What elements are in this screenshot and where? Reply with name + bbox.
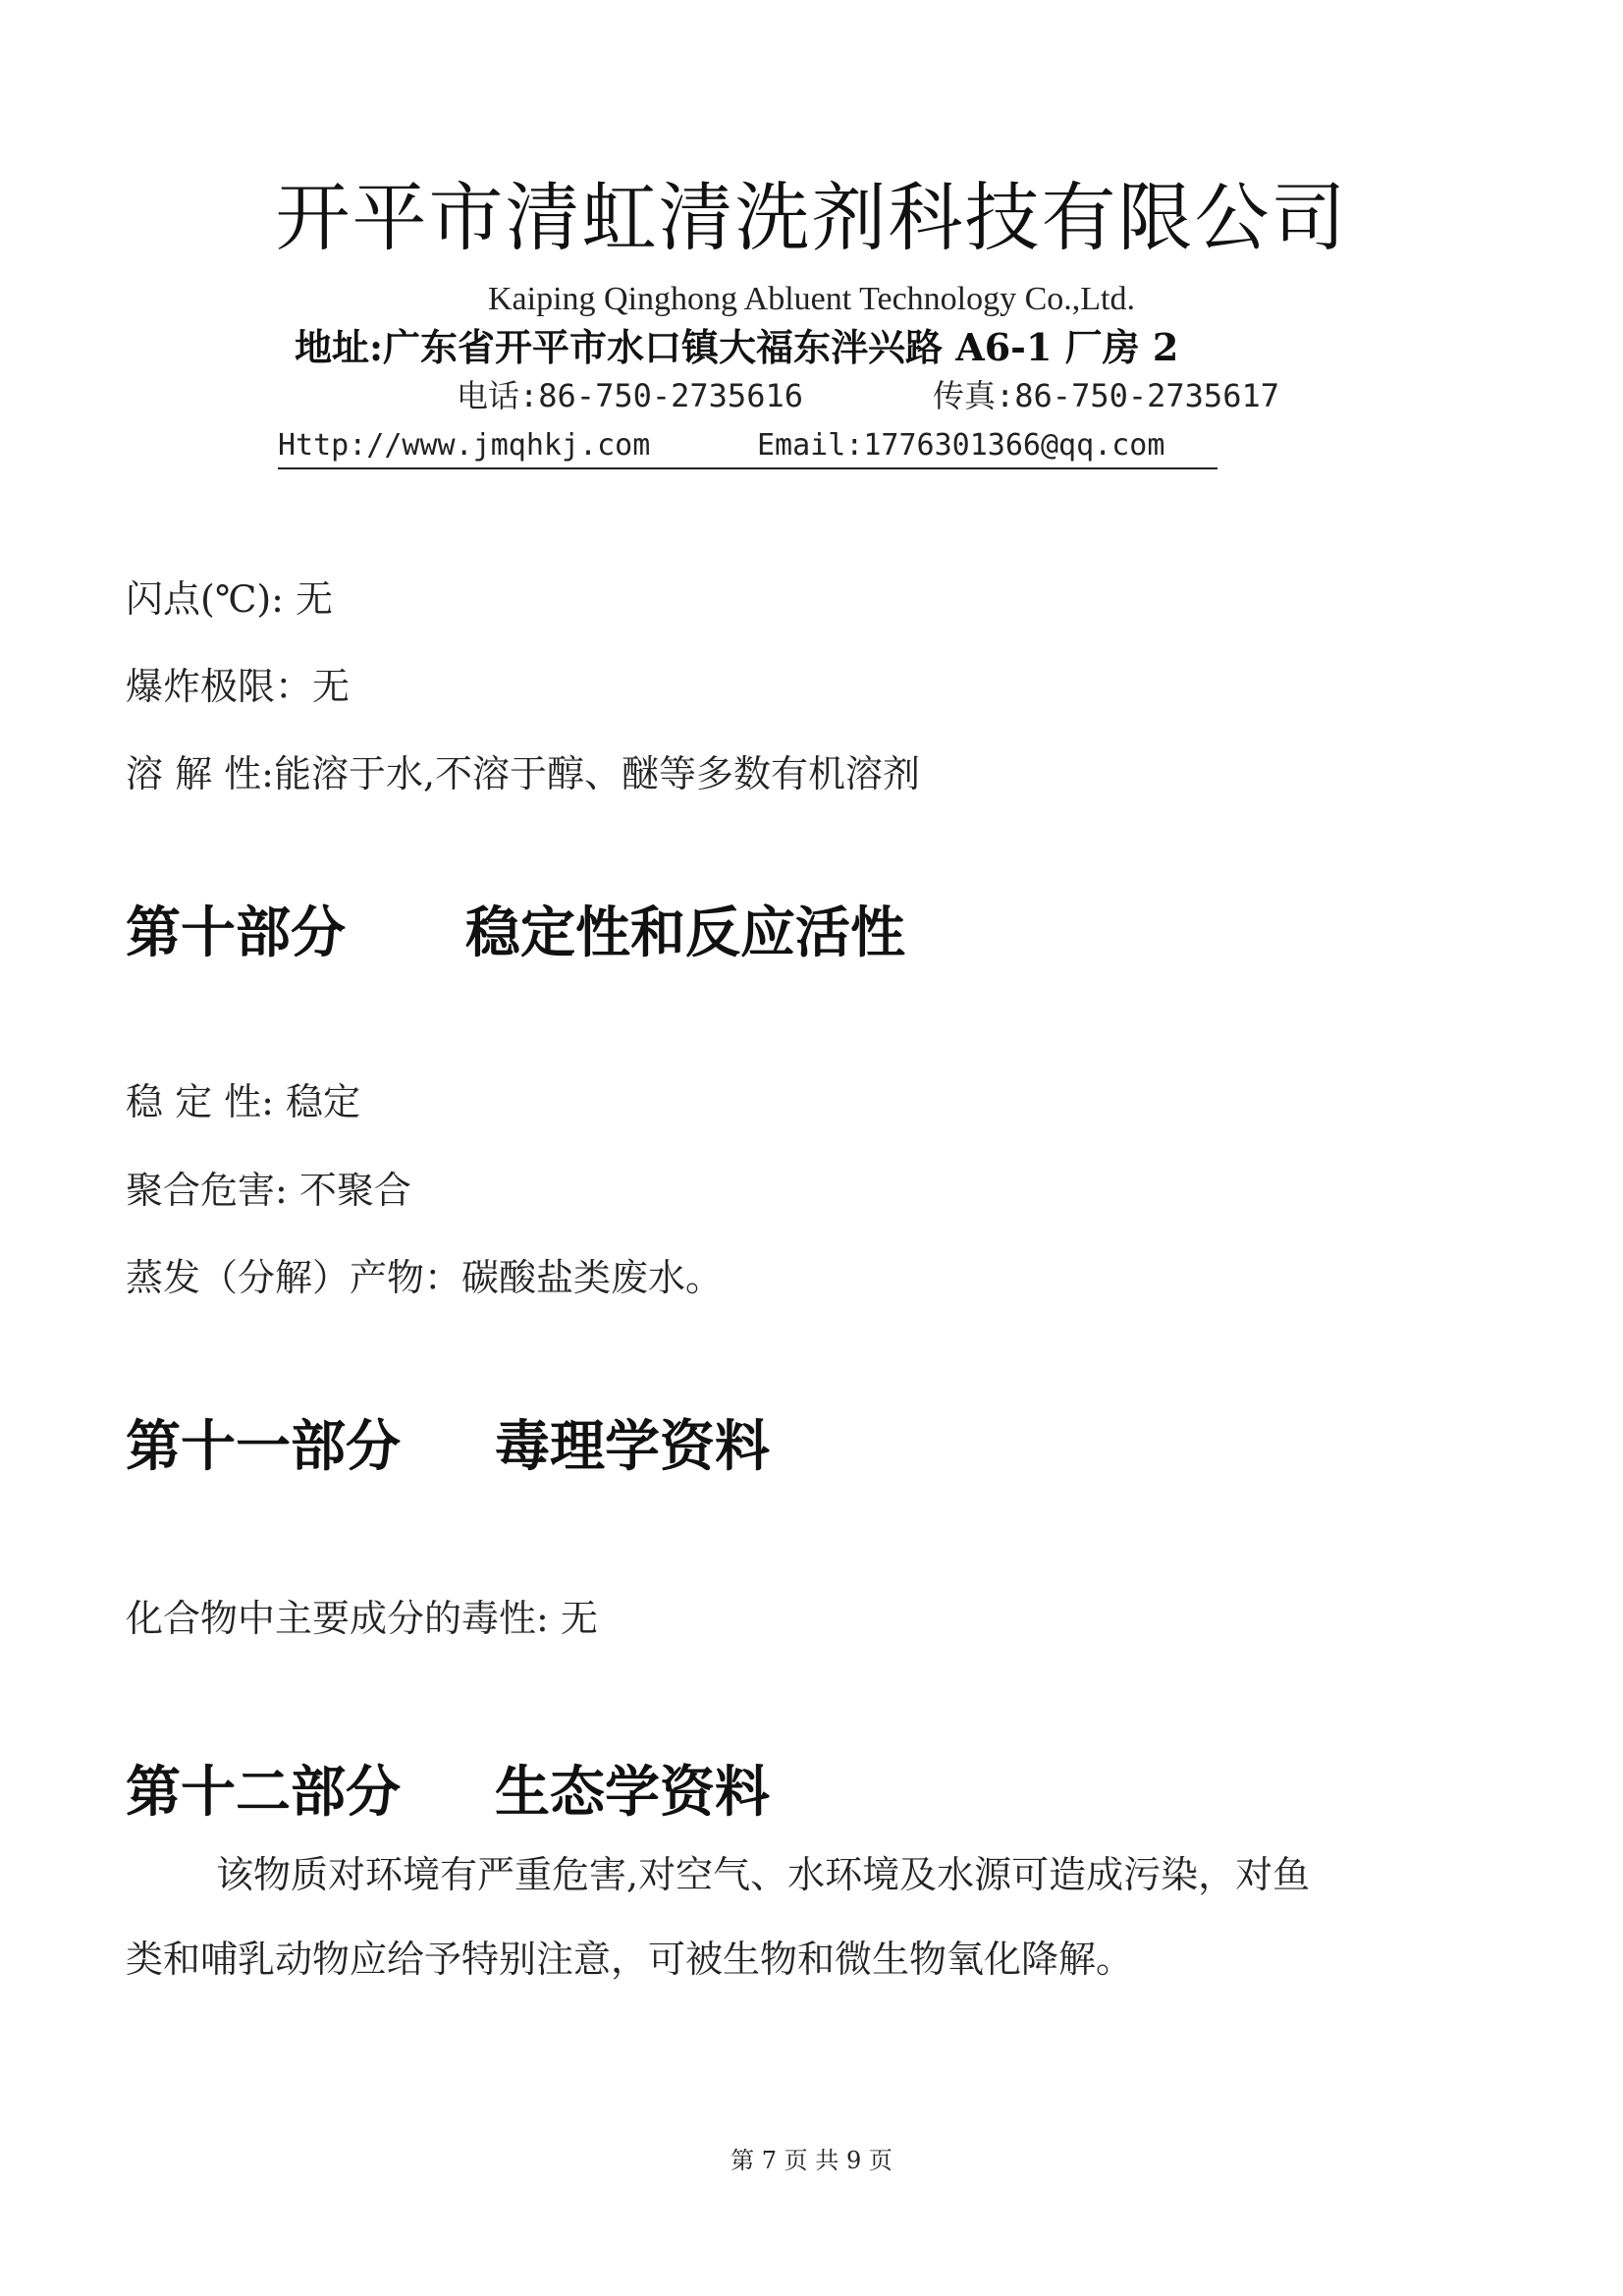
- section-10-number: 第十部分: [126, 902, 346, 965]
- section-11-heading: [126, 1412, 770, 1483]
- page-footer: 第 7 页 共 9 页: [730, 2147, 893, 2174]
- company-name-english: Kaiping Qinghong Abluent Technology Co.,Ltd.: [488, 281, 1135, 317]
- ecology-paragraph-line-1: 该物质对环境有严重危害,对空气、水环境及水源可造成污染，对鱼: [216, 1853, 1311, 1896]
- flash-point: 闪点(℃): 无: [126, 577, 334, 621]
- stability: 稳 定 性: 稳定: [126, 1080, 361, 1123]
- website-link[interactable]: Http://www.jmqhkj.com: [278, 428, 651, 463]
- section-10-title: 稳定性和反应活性: [465, 902, 905, 965]
- section-11-title: 毒理学资料: [495, 1415, 770, 1479]
- company-name-chinese: 开平市清虹清洗剂科技有限公司: [275, 174, 1348, 261]
- web-email-row: [278, 424, 1217, 469]
- solubility: 溶 解 性:能溶于水,不溶于醇、醚等多数有机溶剂: [126, 752, 921, 795]
- fax: 传真:86-750-2735617: [933, 377, 1279, 414]
- ecology-paragraph-line-2: 类和哺乳动物应给予特别注意，可被生物和微生物氧化降解。: [126, 1938, 1134, 1981]
- ecology-paragraph: [126, 1832, 1500, 2001]
- explosion-limit: 爆炸极限：无: [126, 665, 351, 708]
- decomposition-products: 蒸发（分解）产物：碳酸盐类废水。: [126, 1256, 724, 1299]
- polymerization-hazard: 聚合危害: 不聚合: [126, 1169, 411, 1212]
- section-10-heading: [126, 899, 905, 969]
- section-11-number: 第十一部分: [126, 1415, 401, 1479]
- section-12-heading: [126, 1758, 770, 1829]
- company-address: 地址:广东省开平市水口镇大福东泮兴路 A6-1 厂房 2: [295, 325, 1179, 369]
- telephone: 电话:86-750-2735616: [457, 377, 803, 414]
- section-12-title: 生态学资料: [495, 1761, 770, 1825]
- section-12-number: 第十二部分: [126, 1761, 401, 1825]
- email-link[interactable]: Email:1776301366@qq.com: [757, 428, 1165, 463]
- toxicity: 化合物中主要成分的毒性: 无: [126, 1597, 598, 1640]
